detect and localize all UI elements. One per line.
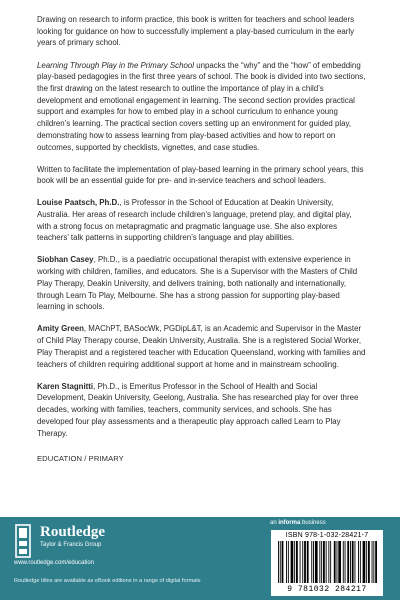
subject-category: EDUCATION / PRIMARY xyxy=(37,454,124,464)
author-bio-text: , is a paediatric occupational therapist with extensive experience in working with children, families, and educators. She is a Supervisor with the Masters of Child Play Therapy, Deakin University, and delivers training, both nationally and internationally, through Learn To Play, Melbourne. She has a strong passion for supporting play-based learning in schools. xyxy=(37,255,358,312)
author-bio xyxy=(37,197,367,244)
author-name: Amity Green xyxy=(37,324,84,334)
author-credentials: , Ph.D. xyxy=(93,255,118,265)
back-cover-text xyxy=(37,14,367,465)
description-paragraph-3: Written to facilitate the implementation of play-based learning in the primary school years, this book will be an essential guide for pre- and in-service teachers and school leaders. xyxy=(37,164,364,186)
book-title: Learning Through Play in the Primary School xyxy=(37,60,195,70)
author-bio xyxy=(37,323,367,370)
author-credentials: , Ph.D. xyxy=(93,381,118,391)
description-paragraph-1: Drawing on research to inform practice, this book is written for teachers and school leaders looking for guidance on how to successfully implement a play-based curriculum in the early years of primary school. xyxy=(37,15,355,48)
author-name: Siobhan Casey xyxy=(37,255,94,265)
author-bio-text: , is Professor in the School of Education at Deakin University, Australia. Her areas of research include children’s language, pretend play, and digital play, with a strong focus on metapragmatic and pragmatic language use. She also explores teachers’ talk patterns in supporting children’s language and play abilities. xyxy=(37,198,352,243)
informa-tagline xyxy=(270,520,326,526)
publisher-website[interactable]: www.routledge.com/education xyxy=(14,560,95,566)
author-credentials: , MAChPT, BASocWk, PGDipL&T xyxy=(83,324,201,334)
barcode-icon xyxy=(274,541,380,585)
author-credentials: , Ph.D. xyxy=(94,198,120,208)
author-name: Louise Paatsch xyxy=(37,198,95,208)
informa-suffix: business xyxy=(300,520,326,526)
author-bio-text: , is Emeritus Professor in the School of Health and Social Development, Deakin University, Geelong, Australia. She has researched play for over three decades, working with families, teachers, community services, and schools. She has developed four play assessments and a therapeutic play approach called Learn to Play Therapy. xyxy=(37,381,359,438)
informa-prefix: an xyxy=(270,520,279,526)
informa-brand: informa xyxy=(278,520,301,526)
routledge-logo-icon xyxy=(14,523,34,561)
author-bio xyxy=(37,254,367,313)
author-name: Karen Stagnitti xyxy=(37,381,94,391)
author-bio-text: , is an Academic and Supervisor in the Master of Child Play Therapy course, Deakin University, Australia. She is a registered Social Worker, Play Therapist and a registered teacher with Education Queensland, working with families and teachers of children requiring additional support at home and in mainstream schooling. xyxy=(37,324,366,369)
publisher-footer xyxy=(0,517,400,600)
isbn-number: ISBN 978-1-032-28421-7 xyxy=(285,532,369,539)
barcode-digits: 9 781032 284217 xyxy=(287,585,367,594)
publisher-group: Taylor & Francis Group xyxy=(40,542,102,548)
author-bio xyxy=(37,381,367,440)
description-paragraph-2-text: unpacks the “why” and the “how” of embedding play-based pedagogies in the first three years of school. The book is divided into two sections, the first drawing on the latest research to outline the importance of play in a child’s development and emotional engagement in learning. The second section provides practical support and examples for how to embed play in a school curriculum to enhance young children’s learning. The practical section covers setting up an environment for guided play, demonstrating how to assess learning from play-based activities and how to report on outcomes, supported by checklists, vignettes, and case studies. xyxy=(37,60,366,152)
ebook-note: Routledge titles are available as eBook editions in a range of digital formats xyxy=(14,578,201,584)
publisher-name: Routledge xyxy=(40,524,105,540)
description-paragraph-2 xyxy=(37,60,367,154)
barcode-panel xyxy=(271,530,383,596)
